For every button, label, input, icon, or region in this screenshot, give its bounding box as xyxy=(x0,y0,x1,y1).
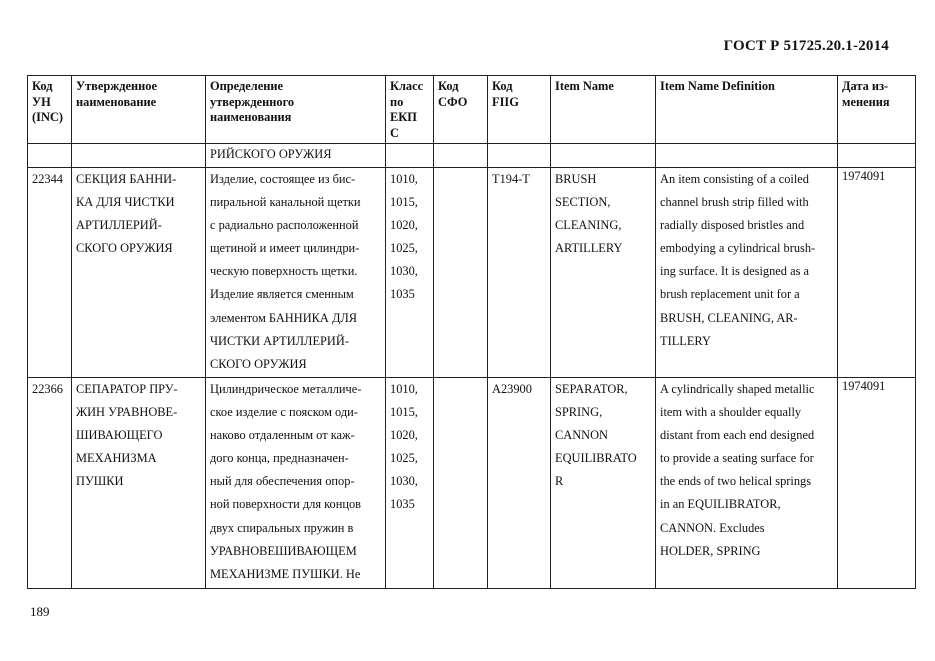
col-header-definition: Определение утвержденного наименования xyxy=(206,76,386,144)
document-code: ГОСТ Р 51725.20.1-2014 xyxy=(723,38,889,54)
cell-class: 1010, 1015, 1020, 1025, 1030, 1035 xyxy=(386,168,434,378)
cell-item-definition: A cylindrically shaped metallic item with a shoulder equally distant from each end designed to provide a seating surface for the ends of two helical springs in an EQUILIBRATOR, CANNON. Excludes HOLDER, SPRING xyxy=(656,378,838,589)
col-header-item-name: Item Name xyxy=(551,76,656,144)
cell-item-name: BRUSH SECTION, CLEANING, ARTILLERY xyxy=(551,168,656,378)
cell-approved-name: СЕПАРАТОР ПРУ- ЖИН УРАВНОВЕ- ШИВАЮЩЕГО МЕХАНИЗМА ПУШКИ xyxy=(72,378,206,589)
col-header-fiig: Код FIIG xyxy=(488,76,551,144)
cell-class: 1010, 1015, 1020, 1025, 1030, 1035 xyxy=(386,378,434,589)
cell-approved-name: СЕКЦИЯ БАННИ- КА ДЛЯ ЧИСТКИ АРТИЛЛЕРИЙ- СКОГО ОРУЖИЯ xyxy=(72,168,206,378)
cell-fiig: A23900 xyxy=(488,378,551,589)
table-row xyxy=(28,168,916,378)
cell-sfo xyxy=(434,168,488,378)
cell-item-definition: An item consisting of a coiled channel brush strip filled with radially disposed bristles and embodying a cylindrical brush- ing surface. It is designed as a brush replacement unit for a BRUSH, CLEANING, AR- TILLERY xyxy=(656,168,838,378)
col-header-sfo: Код СФО xyxy=(434,76,488,144)
cell-inc: 22366 xyxy=(28,378,72,589)
continuation-definition: РИЙСКОГО ОРУЖИЯ xyxy=(206,144,386,168)
cell-date: 1974091 xyxy=(838,168,916,378)
cell-inc: 22344 xyxy=(28,168,72,378)
table-row xyxy=(28,378,916,589)
header-row xyxy=(28,76,916,144)
cell-date: 1974091 xyxy=(838,378,916,589)
cell-fiig: T194-T xyxy=(488,168,551,378)
cell-sfo xyxy=(434,378,488,589)
col-header-date: Дата из- менения xyxy=(838,76,916,144)
col-header-item-definition: Item Name Definition xyxy=(656,76,838,144)
col-header-approved-name: Утвержденное наименование xyxy=(72,76,206,144)
col-header-class: Класс по ЕКП С xyxy=(386,76,434,144)
cell-definition: Цилиндрическое металличе- ское изделие с пояском оди- наково отдаленным от каж- дого конца, предназначен- ный для обеспечения опор- ной поверхности для концов двух спиральных пружин в УРАВНОВЕШИВАЮЩЕМ МЕХАНИЗМЕ ПУШКИ. Не xyxy=(206,378,386,589)
continuation-row xyxy=(28,144,916,168)
classification-table xyxy=(27,75,916,589)
page-number: 189 xyxy=(30,604,50,619)
cell-item-name: SEPARATOR, SPRING, CANNON EQUILIBRATO R xyxy=(551,378,656,589)
col-header-inc: Код УН (INC) xyxy=(28,76,72,144)
cell-definition: Изделие, состоящее из бис- пиральной канальной щетки с радиально расположенной щетиной и имеет цилиндри- ческую поверхность щетки. Изделие является сменным элементом БАННИКА ДЛЯ ЧИСТКИ АРТИЛЛЕРИЙ- СКОГО ОРУЖИЯ xyxy=(206,168,386,378)
